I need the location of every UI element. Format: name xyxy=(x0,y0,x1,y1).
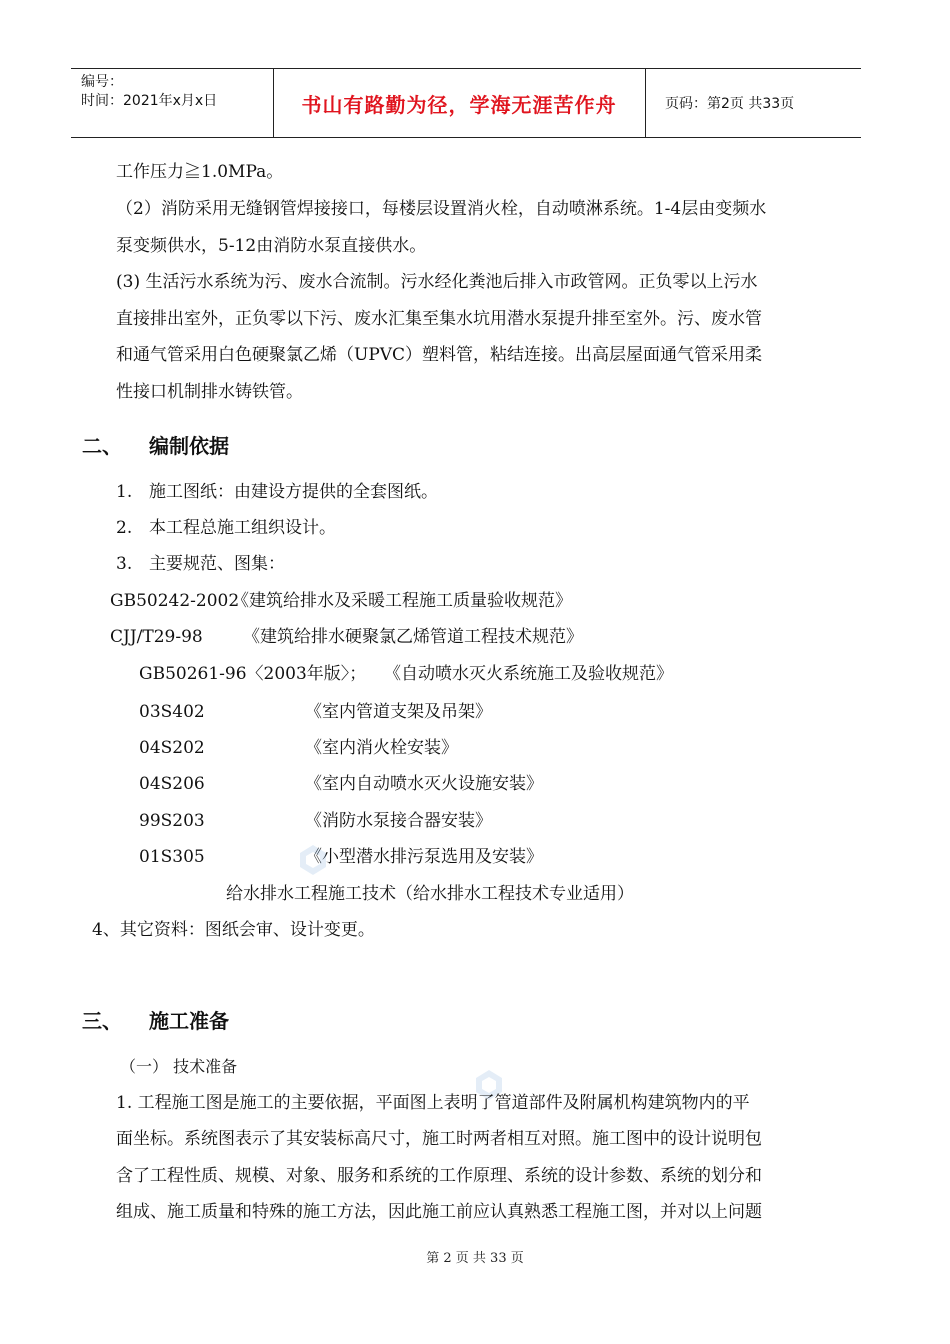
page-header xyxy=(71,68,861,138)
standard-code: 99S203 xyxy=(139,811,205,831)
standard-name: 《室内自动喷水灭火设施安装》 xyxy=(305,774,543,794)
other-materials: 4、其它资料：图纸会审、设计变更。 xyxy=(92,920,375,940)
body-line: 工作压力≧1.0MPa。 xyxy=(116,162,284,182)
list-item: 本工程总施工组织设计。 xyxy=(149,518,336,538)
standard-name: 《室内消火栓安装》 xyxy=(305,738,458,758)
standard-name: 《消防水泵接合器安装》 xyxy=(305,811,492,831)
standard-code: CJJ/T29-98 xyxy=(110,627,203,647)
list-item: 施工图纸：由建设方提供的全套图纸。 xyxy=(149,482,438,502)
header-page-info xyxy=(655,69,861,137)
header-meta-cell xyxy=(71,69,274,137)
body-line: （2）消防采用无缝钢管焊接接口，每楼层设置消火栓，自动喷淋系统。1-4层由变频水 xyxy=(116,199,767,219)
page-info-text: 页码：第2页 共33页 xyxy=(665,96,795,112)
subsection-title: （一） 技术准备 xyxy=(120,1057,238,1076)
standard-code: 04S206 xyxy=(139,774,205,794)
body-line: 直接排出室外，正负零以下污、废水汇集至集水坑用潜水泵提升排至室外。污、废水管 xyxy=(116,309,762,329)
list-item-number: 3. xyxy=(116,554,133,574)
standard-code: 01S305 xyxy=(139,847,205,867)
body-line: 1. 工程施工图是施工的主要依据，平面图上表明了管道部件及附属机构建筑物内的平 xyxy=(116,1093,750,1113)
section-number: 三、 xyxy=(82,1009,122,1033)
standard-name: 《自动喷水灭火系统施工及验收规范》 xyxy=(384,664,673,684)
body-line: 泵变频供水，5-12由消防水泵直接供水。 xyxy=(116,236,427,256)
standard-code: GB50242-2002 xyxy=(110,591,240,611)
standard-code: 04S202 xyxy=(139,738,205,758)
watermark-icon xyxy=(296,843,330,877)
body-line: 组成、施工质量和特殊的施工方法，因此施工前应认真熟悉工程施工图，并对以上问题 xyxy=(116,1202,762,1222)
standard-name: 《建筑给排水及采暖工程施工质量验收规范》 xyxy=(232,591,572,611)
body-line: 和通气管采用白色硬聚氯乙烯（UPVC）塑料管，粘结连接。出高层屋面通气管采用柔 xyxy=(116,345,763,365)
document-time: 时间：2021年x月x日 xyxy=(81,93,218,109)
standard-name: 《建筑给排水硬聚氯乙烯管道工程技术规范》 xyxy=(243,627,583,647)
header-motto: 书山有路勤为径，学海无涯苦作舟 xyxy=(273,69,646,137)
section-title: 编制依据 xyxy=(149,434,229,458)
list-item: 主要规范、图集： xyxy=(149,554,285,574)
reference-note: 给水排水工程施工技术（给水排水工程技术专业适用） xyxy=(226,884,634,904)
list-item-number: 1. xyxy=(116,482,133,502)
standard-code: 03S402 xyxy=(139,702,205,722)
standard-name: 《小型潜水排污泵选用及安装》 xyxy=(305,847,543,867)
page-footer: 第 2 页 共 33 页 xyxy=(426,1251,524,1266)
body-line: (3) 生活污水系统为污、废水合流制。污水经化粪池后排入市政管网。正负零以上污水 xyxy=(116,272,758,292)
section-number: 二、 xyxy=(82,434,122,458)
list-item-number: 2. xyxy=(116,518,133,538)
standard-name: 《室内管道支架及吊架》 xyxy=(305,702,492,722)
body-line: 性接口机制排水铸铁管。 xyxy=(116,382,303,402)
section-title: 施工准备 xyxy=(149,1009,229,1033)
body-line: 含了工程性质、规模、对象、服务和系统的工作原理、系统的设计参数、系统的划分和 xyxy=(116,1166,762,1186)
document-number: 编号： xyxy=(81,74,123,90)
standard-code: GB50261-96〈2003年版〉； xyxy=(139,664,367,684)
body-line: 面坐标。系统图表示了其安装标高尺寸，施工时两者相互对照。施工图中的设计说明包 xyxy=(116,1129,762,1149)
